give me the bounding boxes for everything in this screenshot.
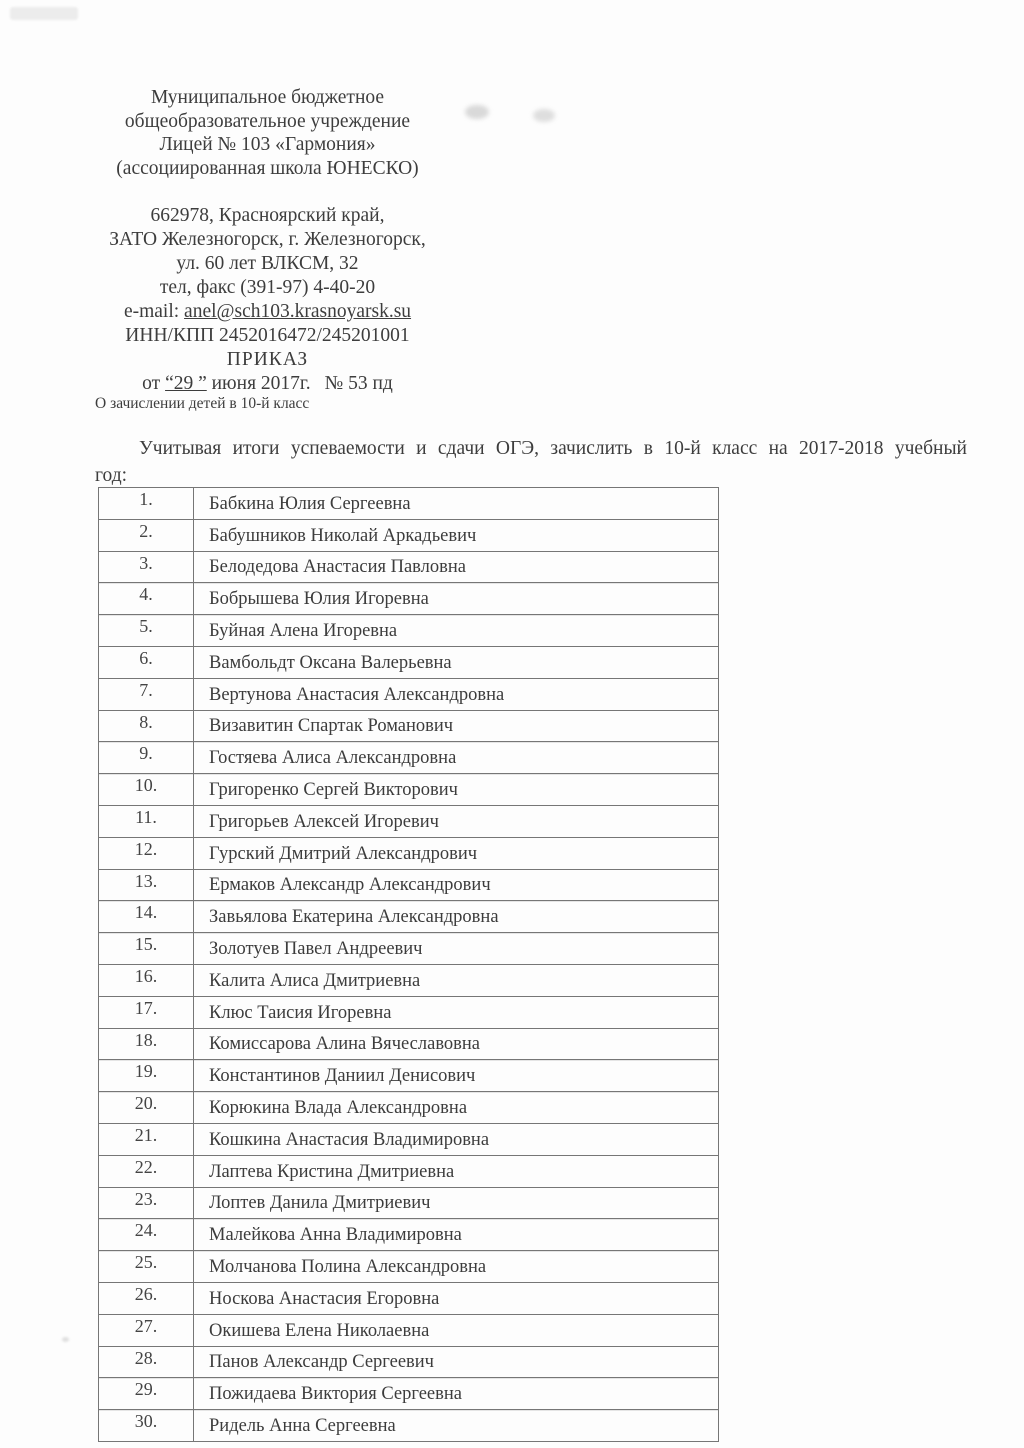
student-number-cell: 19.: [99, 1060, 194, 1092]
table-row: [99, 615, 719, 647]
order-number: № 53 пд: [324, 373, 393, 394]
student-name-cell: Малейкова Анна Владимировна: [194, 1219, 719, 1251]
student-name-cell: Лоптев Данила Дмитриевич: [194, 1187, 719, 1219]
student-number-cell: 2.: [99, 519, 194, 551]
address-line: тел, факс (391-97) 4-40-20: [159, 277, 376, 298]
student-number-cell: 5.: [99, 615, 194, 647]
email-line: [60, 300, 475, 324]
student-number-cell: 13.: [99, 869, 194, 901]
student-number-cell: 11.: [99, 805, 194, 837]
student-name-cell: Панов Александр Сергеевич: [194, 1346, 719, 1378]
student-number-cell: 10.: [99, 774, 194, 806]
student-name-cell: Гостяева Алиса Александровна: [194, 742, 719, 774]
student-name-cell: Носкова Анастасия Егоровна: [194, 1282, 719, 1314]
student-name-cell: Лаптева Кристина Дмитриевна: [194, 1155, 719, 1187]
student-number-cell: 29.: [99, 1378, 194, 1410]
student-name-cell: Корюкина Влада Александровна: [194, 1092, 719, 1124]
table-row: [99, 805, 719, 837]
student-number-cell: 22.: [99, 1155, 194, 1187]
scan-artifact-smudge: [533, 109, 555, 122]
student-name-cell: Комиссарова Алина Вячеславовна: [194, 1028, 719, 1060]
student-name-cell: Константинов Даниил Денисович: [194, 1060, 719, 1092]
table-row: [99, 1346, 719, 1378]
date-day: “29 ”: [165, 373, 207, 394]
student-name-cell: Калита Алиса Дмитриевна: [194, 964, 719, 996]
table-row: [99, 678, 719, 710]
student-name-cell: Бабушников Николай Аркадьевич: [194, 519, 719, 551]
table-row: [99, 710, 719, 742]
student-name-cell: Григоренко Сергей Викторович: [194, 774, 719, 806]
scan-artifact-dot: [62, 1337, 69, 1342]
table-row: [99, 1251, 719, 1283]
student-name-cell: Белодедова Анастасия Павловна: [194, 551, 719, 583]
table-row: [99, 1378, 719, 1410]
table-row: [99, 869, 719, 901]
student-name-cell: Григорьев Алексей Игоревич: [194, 805, 719, 837]
student-number-cell: 12.: [99, 837, 194, 869]
student-name-cell: Окишева Елена Николаевна: [194, 1314, 719, 1346]
student-name-cell: Ермаков Александр Александрович: [194, 869, 719, 901]
letterhead-organization: [60, 86, 475, 180]
student-number-cell: 21.: [99, 1123, 194, 1155]
table-row: [99, 583, 719, 615]
student-number-cell: 8.: [99, 710, 194, 742]
order-title: ПРИКАЗ: [226, 349, 309, 370]
email-address: anel@sch103.krasnoyarsk.su: [184, 301, 412, 322]
table-row: [99, 1282, 719, 1314]
student-number-cell: 20.: [99, 1092, 194, 1124]
student-number-cell: 16.: [99, 964, 194, 996]
student-name-cell: Золотуев Павел Андреевич: [194, 933, 719, 965]
student-name-cell: Гурский Дмитрий Александрович: [194, 837, 719, 869]
table-row: [99, 519, 719, 551]
student-number-cell: 4.: [99, 583, 194, 615]
student-name-cell: Ридель Анна Сергеевна: [194, 1410, 719, 1442]
student-number-cell: 26.: [99, 1282, 194, 1314]
org-line: Лицей № 103 «Гармония»: [159, 134, 376, 156]
table-row: [99, 1187, 719, 1219]
student-name-cell: Бабкина Юлия Сергеевна: [194, 488, 719, 520]
student-number-cell: 25.: [99, 1251, 194, 1283]
student-number-cell: 3.: [99, 551, 194, 583]
table-row: [99, 646, 719, 678]
org-line: (ассоциированная школа ЮНЕСКО): [116, 157, 419, 179]
table-row: [99, 1219, 719, 1251]
student-name-cell: Бобрышева Юлия Игоревна: [194, 583, 719, 615]
student-name-cell: Визавитин Спартак Романович: [194, 710, 719, 742]
student-name-cell: Клюс Таисия Игоревна: [194, 996, 719, 1028]
table-row: [99, 1092, 719, 1124]
student-name-cell: Завьялова Екатерина Александровна: [194, 901, 719, 933]
date-prefix: от: [142, 373, 166, 394]
table-row: [99, 837, 719, 869]
inn-kpp-line: ИНН/КПП 2452016472/245201001: [125, 325, 410, 346]
student-number-cell: 27.: [99, 1314, 194, 1346]
table-row: [99, 964, 719, 996]
order-body-line1: Учитывая итоги успеваемости и сдачи ОГЭ, зачислить в 10-й класс на 2017-2018 учебный: [139, 438, 967, 459]
table-row: [99, 742, 719, 774]
student-number-cell: 6.: [99, 646, 194, 678]
student-name-cell: Пожидаева Виктория Сергеевна: [194, 1378, 719, 1410]
student-name-cell: Буйная Алена Игоревна: [194, 615, 719, 647]
student-number-cell: 15.: [99, 933, 194, 965]
student-number-cell: 14.: [99, 901, 194, 933]
table-row: [99, 1410, 719, 1442]
student-number-cell: 17.: [99, 996, 194, 1028]
student-number-cell: 7.: [99, 678, 194, 710]
letterhead-address: [60, 204, 475, 396]
org-line: Муниципальное бюджетное: [150, 87, 385, 108]
students-table: [98, 487, 719, 1442]
address-line: 662978, Красноярский край,: [150, 205, 385, 226]
table-row: [99, 774, 719, 806]
student-name-cell: Кошкина Анастасия Владимировна: [194, 1123, 719, 1155]
order-body-line2: год:: [95, 465, 128, 486]
scan-artifact-corner: [10, 7, 78, 20]
table-row: [99, 488, 719, 520]
address-line: ул. 60 лет ВЛКСМ, 32: [176, 253, 359, 274]
student-number-cell: 30.: [99, 1410, 194, 1442]
student-name-cell: Вамбольдт Оксана Валерьевна: [194, 646, 719, 678]
order-subject: О зачислении детей в 10-й класс: [95, 395, 310, 412]
table-row: [99, 1123, 719, 1155]
order-date-line: [60, 372, 475, 396]
student-number-cell: 18.: [99, 1028, 194, 1060]
table-row: [99, 1028, 719, 1060]
table-row: [99, 551, 719, 583]
student-number-cell: 23.: [99, 1187, 194, 1219]
address-line: ЗАТО Железногорск, г. Железногорск,: [109, 229, 426, 250]
student-number-cell: 28.: [99, 1346, 194, 1378]
table-row: [99, 1314, 719, 1346]
table-row: [99, 996, 719, 1028]
student-name-cell: Молчанова Полина Александровна: [194, 1251, 719, 1283]
org-line: общеобразовательное учреждение: [124, 110, 411, 132]
table-row: [99, 1155, 719, 1187]
table-row: [99, 933, 719, 965]
date-rest: июня 2017г.: [206, 373, 311, 394]
student-number-cell: 9.: [99, 742, 194, 774]
table-row: [99, 901, 719, 933]
table-row: [99, 1060, 719, 1092]
student-number-cell: 24.: [99, 1219, 194, 1251]
student-name-cell: Вертунова Анастасия Александровна: [194, 678, 719, 710]
student-number-cell: 1.: [99, 488, 194, 520]
email-label: e-mail:: [123, 301, 185, 322]
